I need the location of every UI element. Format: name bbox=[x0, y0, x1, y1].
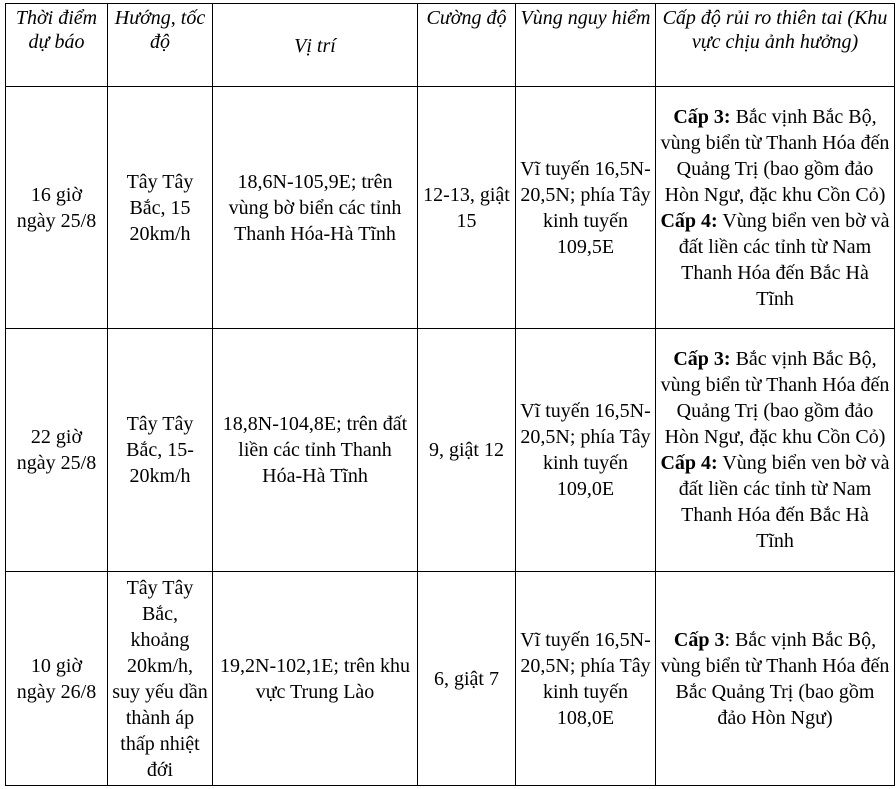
cell-risk bbox=[656, 329, 895, 572]
cell-intensity: 6, giật 7 bbox=[418, 572, 516, 786]
cell-time: 16 giờ ngày 25/8 bbox=[6, 87, 108, 329]
header-intensity: Cường độ bbox=[418, 4, 516, 87]
risk-area: Bắc vịnh Bắc Bộ, vùng biển từ Thanh Hóa đến Quảng Trị (bao gồm đảo Hòn Ngư, đặc khu Cồn Cỏ) bbox=[660, 348, 890, 448]
table-header-row bbox=[6, 4, 895, 87]
cell-danger-zone: Vĩ tuyến 16,5N-20,5N; phía Tây kinh tuyến 109,5E bbox=[516, 87, 656, 329]
risk-entry bbox=[660, 346, 890, 450]
forecast-table bbox=[5, 3, 895, 786]
header-risk: Cấp độ rủi ro thiên tai (Khu vực chịu ảnh hưởng) bbox=[656, 4, 895, 87]
risk-area: Vùng biển ven bờ và đất liền các tỉnh từ Nam Thanh Hóa đến Bắc Hà Tĩnh bbox=[678, 452, 890, 552]
risk-level: Cấp 3: bbox=[673, 348, 731, 370]
risk-level: Cấp 3 bbox=[673, 628, 725, 651]
header-danger-zone: Vùng nguy hiểm bbox=[516, 4, 656, 87]
risk-entry bbox=[660, 104, 890, 208]
cell-direction: Tây Tây Bắc, 15-20km/h bbox=[108, 329, 213, 572]
cell-time: 22 giờ ngày 25/8 bbox=[6, 329, 108, 572]
cell-time: 10 giờ ngày 26/8 bbox=[6, 572, 108, 786]
table-row bbox=[6, 329, 895, 572]
table-row bbox=[6, 572, 895, 786]
risk-entry bbox=[660, 208, 890, 312]
cell-risk bbox=[656, 87, 895, 329]
cell-intensity: 12-13, giật 15 bbox=[418, 87, 516, 329]
risk-area: Vùng biển ven bờ và đất liền các tỉnh từ Nam Thanh Hóa đến Bắc Hà Tĩnh bbox=[678, 209, 890, 310]
cell-intensity: 9, giật 12 bbox=[418, 329, 516, 572]
cell-danger-zone: Vĩ tuyến 16,5N-20,5N; phía Tây kinh tuyến 109,0E bbox=[516, 329, 656, 572]
header-direction: Hướng, tốc độ bbox=[108, 4, 213, 87]
cell-position: 19,2N-102,1E; trên khu vực Trung Lào bbox=[213, 572, 418, 786]
cell-position: 18,8N-104,8E; trên đất liền các tỉnh Thanh Hóa-Hà Tĩnh bbox=[213, 329, 418, 572]
cell-direction: Tây Tây Bắc, khoảng 20km/h, suy yếu dần thành áp thấp nhiệt đới bbox=[108, 572, 213, 786]
risk-area: : Bắc vịnh Bắc Bộ, vùng biển từ Thanh Hóa đến Bắc Quảng Trị (bao gồm đảo Hòn Ngư) bbox=[660, 628, 890, 729]
cell-direction: Tây Tây Bắc, 15 20km/h bbox=[108, 87, 213, 329]
header-time: Thời điểm dự báo bbox=[6, 4, 108, 87]
risk-entry bbox=[660, 627, 890, 731]
risk-area: Bắc vịnh Bắc Bộ, vùng biển từ Thanh Hóa đến Quảng Trị (bao gồm đảo Hòn Ngư, đặc khu Cồn Cỏ) bbox=[660, 105, 890, 206]
cell-risk bbox=[656, 572, 895, 786]
header-position: Vị trí bbox=[213, 4, 418, 87]
cell-position: 18,6N-105,9E; trên vùng bờ biển các tỉnh Thanh Hóa-Hà Tĩnh bbox=[213, 87, 418, 329]
risk-level: Cấp 4: bbox=[660, 452, 718, 474]
risk-level: Cấp 3: bbox=[673, 105, 731, 128]
risk-entry bbox=[660, 450, 890, 554]
cell-danger-zone: Vĩ tuyến 16,5N-20,5N; phía Tây kinh tuyến 108,0E bbox=[516, 572, 656, 786]
table-row bbox=[6, 87, 895, 329]
risk-level: Cấp 4: bbox=[660, 209, 718, 232]
